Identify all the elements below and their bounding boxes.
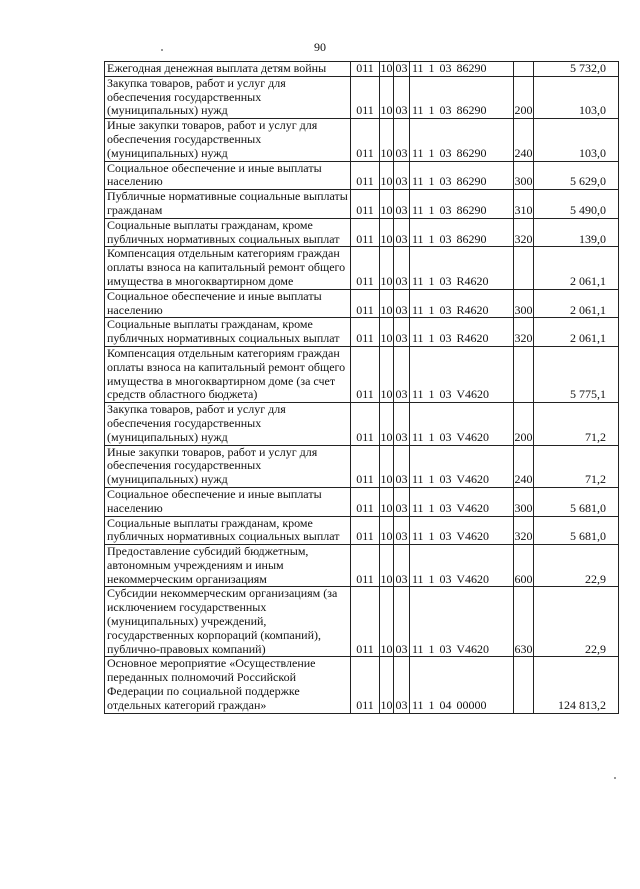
ministry-code: 011 [351,119,380,161]
expense-type-code [514,62,534,77]
section-code: 10 [380,516,394,545]
ministry-code: 011 [351,587,380,657]
subsection-code: 03 [394,247,410,289]
ministry-code: 011 [351,247,380,289]
amount: 103,0 [534,119,619,161]
section-code: 10 [380,190,394,219]
ministry-code: 011 [351,76,380,118]
expense-type-code [514,346,534,402]
section-code: 10 [380,218,394,247]
amount: 5 775,1 [534,346,619,402]
section-code: 10 [380,657,394,713]
table-row [105,587,619,657]
target-article-code: 11 1 03 R4620 [410,318,514,347]
row-name: Ежегодная денежная выплата детям войны [105,62,351,77]
subsection-code: 03 [394,289,410,318]
target-article-code: 11 1 03 V4620 [410,487,514,516]
row-name: Основное мероприятие «Осуществление переданных полномочий Российской Федерации по социальной поддержке отдельных категорий граждан» [105,657,351,713]
table-row [105,76,619,118]
ministry-code: 011 [351,62,380,77]
subsection-code: 03 [394,403,410,445]
section-code: 10 [380,289,394,318]
expense-type-code: 200 [514,403,534,445]
row-name: Социальные выплаты гражданам, кроме публичных нормативных социальных выплат [105,516,351,545]
expense-type-code: 300 [514,161,534,190]
expense-type-code: 320 [514,318,534,347]
expense-type-code: 240 [514,445,534,487]
table-row [105,545,619,587]
expense-type-code: 240 [514,119,534,161]
target-article-code: 11 1 03 86290 [410,190,514,219]
row-name: Компенсация отдельным категориям граждан оплаты взноса на капитальный ремонт общего имущества в многоквартирном доме (за счет средств областного бюджета) [105,346,351,402]
subsection-code: 03 [394,190,410,219]
table-row [105,62,619,77]
section-code: 10 [380,445,394,487]
row-name: Социальные выплаты гражданам, кроме публичных нормативных социальных выплат [105,218,351,247]
table-row [105,346,619,402]
expense-type-code: 300 [514,289,534,318]
expense-type-code [514,657,534,713]
expense-type-code [514,247,534,289]
amount: 5 681,0 [534,487,619,516]
ministry-code: 011 [351,318,380,347]
target-article-code: 11 1 03 86290 [410,62,514,77]
amount: 2 061,1 [534,289,619,318]
row-name: Социальное обеспечение и иные выплаты населению [105,289,351,318]
section-code: 10 [380,346,394,402]
target-article-code: 11 1 03 V4620 [410,445,514,487]
table-row [105,161,619,190]
subsection-code: 03 [394,516,410,545]
section-code: 10 [380,247,394,289]
target-article-code: 11 1 03 86290 [410,161,514,190]
budget-table [104,61,619,714]
subsection-code: 03 [395,61,408,75]
ministry-code: 011 [351,487,380,516]
table-row [105,516,619,545]
ministry-code: 011 [351,516,380,545]
section-code: 10 [380,61,393,75]
subsection-code: 03 [394,119,410,161]
ministry-code: 011 [351,445,380,487]
amount: 71,2 [534,445,619,487]
table-row [105,247,619,289]
amount: 103,0 [534,76,619,118]
subsection-code: 03 [394,318,410,347]
amount: 5 732,0 [534,62,619,77]
ministry-code: 011 [351,657,380,713]
table-row [105,487,619,516]
amount: 22,9 [534,545,619,587]
amount: 22,9 [534,587,619,657]
section-code: 10 [380,587,394,657]
section-code: 10 [380,76,394,118]
expense-type-code: 200 [514,76,534,118]
ministry-code: 011 [351,190,380,219]
row-name: Закупка товаров, работ и услуг для обеспечения государственных (муниципальных) нужд [105,76,351,118]
subsection-code: 03 [394,161,410,190]
subsection-code: 03 [394,587,410,657]
subsection-code: 03 [394,346,410,402]
section-code: 10 [380,318,394,347]
amount: 124 813,2 [534,657,619,713]
row-name: Социальное обеспечение и иные выплаты населению [105,161,351,190]
target-article-code: 11 1 03 V4620 [410,545,514,587]
table-row [105,190,619,219]
scan-speck [161,49,163,51]
target-article-code: 11 1 03 V4620 [410,346,514,402]
ministry-code: 011 [351,218,380,247]
ministry-code: 011 [351,289,380,318]
subsection-code: 03 [394,218,410,247]
table-row [105,657,619,713]
table-row [105,318,619,347]
subsection-code: 03 [394,445,410,487]
row-name: Предоставление субсидий бюджетным, автономным учреждениям и иным некоммерческим организациям [105,545,351,587]
target-article-code: 11 1 03 V4620 [410,516,514,545]
target-article-code: 11 1 03 86290 [410,218,514,247]
target-article-code: 11 1 03 V4620 [410,403,514,445]
section-code: 10 [380,545,394,587]
ministry-code: 011 [351,161,380,190]
row-name: Субсидии некоммерческим организациям (за исключением государственных (муниципальных) учреждений, государственных корпораций (компаний), публично-правовых компаний) [105,587,351,657]
amount: 5 629,0 [534,161,619,190]
target-article-code: 11 1 03 R4620 [410,289,514,318]
ministry-code: 011 [351,403,380,445]
row-name: Социальное обеспечение и иные выплаты населению [105,487,351,516]
target-article-code: 11 1 03 86290 [410,76,514,118]
subsection-code: 03 [394,657,410,713]
section-code: 10 [380,119,394,161]
target-article-code: 11 1 03 R4620 [410,247,514,289]
amount: 5 681,0 [534,516,619,545]
expense-type-code: 300 [514,487,534,516]
budget-table-body [105,62,619,714]
table-row [105,218,619,247]
row-name: Публичные нормативные социальные выплаты гражданам [105,190,351,219]
subsection-code: 03 [394,487,410,516]
table-row [105,403,619,445]
table-row [105,445,619,487]
subsection-code: 03 [394,545,410,587]
target-article-code: 11 1 04 00000 [410,657,514,713]
row-name: Социальные выплаты гражданам, кроме публичных нормативных социальных выплат [105,318,351,347]
target-article-code: 11 1 03 V4620 [410,587,514,657]
expense-type-code: 310 [514,190,534,219]
target-article-code: 11 1 03 86290 [410,119,514,161]
scan-speck [614,777,616,779]
table-row [105,119,619,161]
section-code: 10 [380,403,394,445]
ministry-code: 011 [351,545,380,587]
amount: 2 061,1 [534,247,619,289]
expense-type-code: 320 [514,516,534,545]
section-code: 10 [380,487,394,516]
subsection-code: 03 [394,76,410,118]
row-name: Закупка товаров, работ и услуг для обеспечения государственных (муниципальных) нужд [105,403,351,445]
ministry-code: 011 [351,346,380,402]
row-name: Иные закупки товаров, работ и услуг для обеспечения государственных (муниципальных) нужд [105,119,351,161]
amount: 71,2 [534,403,619,445]
expense-type-code: 630 [514,587,534,657]
amount: 5 490,0 [534,190,619,219]
amount: 2 061,1 [534,318,619,347]
expense-type-code: 600 [514,545,534,587]
page-number: 90 [314,40,326,54]
expense-type-code: 320 [514,218,534,247]
row-name: Компенсация отдельным категориям граждан оплаты взноса на капитальный ремонт общего имущества в многоквартирном доме [105,247,351,289]
amount: 139,0 [534,218,619,247]
table-row [105,289,619,318]
section-code: 10 [380,161,394,190]
row-name: Иные закупки товаров, работ и услуг для обеспечения государственных (муниципальных) нужд [105,445,351,487]
